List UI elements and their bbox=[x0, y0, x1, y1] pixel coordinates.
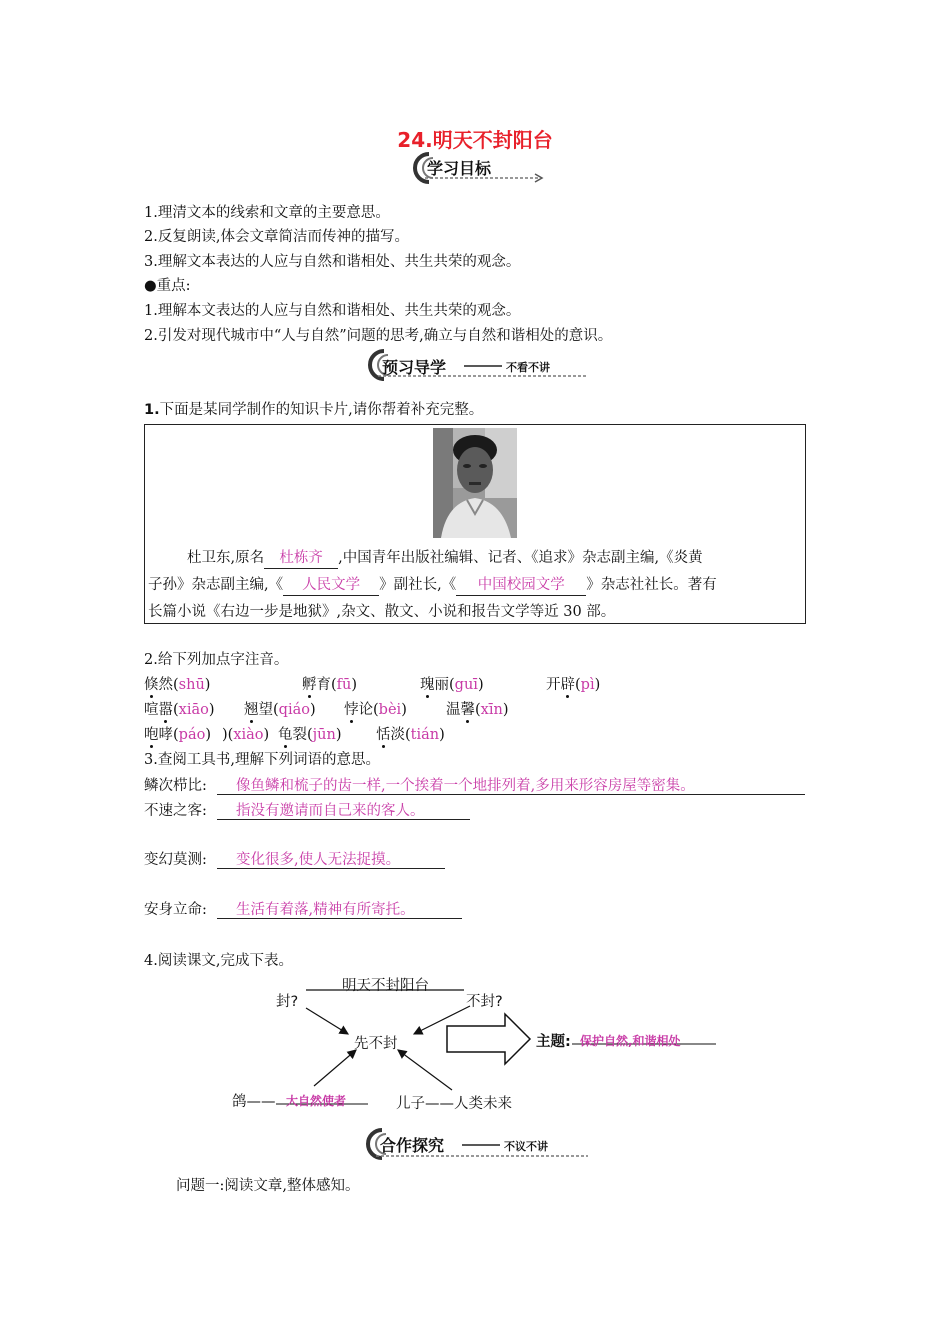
q1-prompt-text: 下面是某同学制作的知识卡片,请你帮着补充完整。 bbox=[159, 402, 484, 418]
page-title: 24.明天不封阳台 bbox=[397, 128, 553, 152]
pinyin-item: 翘望(qiáo) bbox=[244, 702, 316, 718]
definition-word: 鳞次栉比: bbox=[144, 778, 207, 794]
key-point-2: 2.引发对现代城市中“人与自然”问题的思考,确立与自然和谐相处的意识。 bbox=[144, 328, 613, 344]
definition-meaning: 变化很多,使人无法捉摸。 bbox=[236, 852, 401, 868]
definition-word: 变幻莫测: bbox=[144, 852, 207, 868]
card-text: 》杂志社社长。著有 bbox=[586, 577, 717, 593]
pinyin-item: 恬淡(tián) bbox=[376, 727, 445, 743]
diagram-son: 儿子——人类未来 bbox=[396, 1096, 512, 1112]
banner-preview-label: 预习导学 bbox=[382, 358, 447, 377]
definition-meaning: 像鱼鳞和梳子的齿一样,一个挨着一个地排列着,多用来形容房屋等密集。 bbox=[236, 778, 695, 794]
goal-3: 3.理解文本表达的人应与自然和谐相处、共生共荣的观念。 bbox=[144, 254, 521, 270]
author-photo bbox=[433, 428, 517, 538]
answer-original-name: 杜栋齐 bbox=[264, 548, 338, 569]
pinyin-item: 温馨(xīn) bbox=[446, 702, 509, 718]
q3-prompt: 3.查阅工具书,理解下列词语的意思。 bbox=[144, 752, 380, 768]
diagram-feng: 封? bbox=[276, 994, 299, 1010]
key-point-1: 1.理解本文表达的人应与自然和谐相处、共生共荣的观念。 bbox=[144, 303, 521, 319]
answer-magazine-2: 中国校园文学 bbox=[456, 575, 586, 596]
definition-meaning: 指没有邀请而自己来的客人。 bbox=[236, 803, 425, 819]
pinyin-item: 咆哮(páo) bbox=[144, 727, 212, 743]
card-line-2 bbox=[148, 575, 717, 596]
diagram-theme-label: 主题: bbox=[536, 1034, 571, 1050]
banner-goals-label: 学习目标 bbox=[427, 159, 492, 178]
pinyin-item: 开辟(pì) bbox=[546, 677, 601, 693]
q1-number: 1. bbox=[144, 402, 160, 418]
goal-1: 1.理清文本的线索和文章的主要意思。 bbox=[144, 205, 390, 221]
definition-word: 不速之客: bbox=[144, 803, 207, 819]
key-label: ●重点: bbox=[144, 278, 191, 294]
diagram-pigeon: 鸽—— bbox=[232, 1094, 276, 1110]
card-line-1 bbox=[187, 548, 703, 569]
card-text: 》副社长,《 bbox=[379, 577, 457, 593]
banner-explore-sub: 不议不讲 bbox=[504, 1140, 548, 1153]
diagram-center: 先不封 bbox=[354, 1036, 398, 1052]
paren: ) bbox=[263, 727, 270, 743]
card-text: 子孙》杂志副主编,《 bbox=[148, 577, 284, 593]
pinyin-item: )(xiào) bbox=[222, 727, 270, 743]
banner-explore-label: 合作探究 bbox=[380, 1136, 445, 1155]
diagram-top: 明天不封阳台 bbox=[342, 978, 429, 994]
diagram-pigeon-answer: 大自然使者 bbox=[286, 1094, 347, 1108]
banner-preview-sub: 不看不讲 bbox=[506, 361, 550, 374]
pinyin-item: 瑰丽(guī) bbox=[420, 677, 484, 693]
diagram-theme-answer: 保护自然,和谐相处 bbox=[580, 1034, 681, 1048]
q1-prompt bbox=[144, 400, 483, 420]
pinyin-item: 悖论(bèi) bbox=[344, 702, 407, 718]
theme-diagram bbox=[220, 968, 740, 1118]
card-text: ,中国青年出版社编辑、记者、《追求》杂志副主编,《炎黄 bbox=[338, 550, 703, 566]
answer-magazine-1: 人民文学 bbox=[283, 575, 379, 596]
section-banner-preview bbox=[364, 345, 594, 385]
explore-question-1: 问题一:阅读文章,整体感知。 bbox=[176, 1178, 360, 1194]
section-banner-explore bbox=[362, 1124, 594, 1164]
pinyin-item: 孵育(fū) bbox=[302, 677, 358, 693]
paren: ( bbox=[227, 727, 234, 743]
card-text: 杜卫东,原名 bbox=[187, 550, 265, 566]
definition-meaning: 生活有着落,精神有所寄托。 bbox=[236, 902, 415, 918]
definition-word: 安身立命: bbox=[144, 902, 207, 918]
diagram-bufeng: 不封? bbox=[466, 994, 503, 1010]
pinyin-item: 龟裂(jūn) bbox=[278, 727, 342, 743]
big-arrow-icon bbox=[447, 1014, 530, 1064]
section-banner-goals bbox=[407, 148, 547, 188]
goal-2: 2.反复朗读,体会文章简洁而传神的描写。 bbox=[144, 229, 409, 245]
q4-prompt: 4.阅读课文,完成下表。 bbox=[144, 953, 293, 969]
pinyin-item: 喧嚣(xiāo) bbox=[144, 702, 215, 718]
card-line-3: 长篇小说《右边一步是地狱》,杂文、散文、小说和报告文学等近 30 部。 bbox=[148, 604, 616, 620]
q2-prompt: 2.给下列加点字注音。 bbox=[144, 652, 289, 668]
pinyin-item: 倏然(shū) bbox=[144, 677, 211, 693]
